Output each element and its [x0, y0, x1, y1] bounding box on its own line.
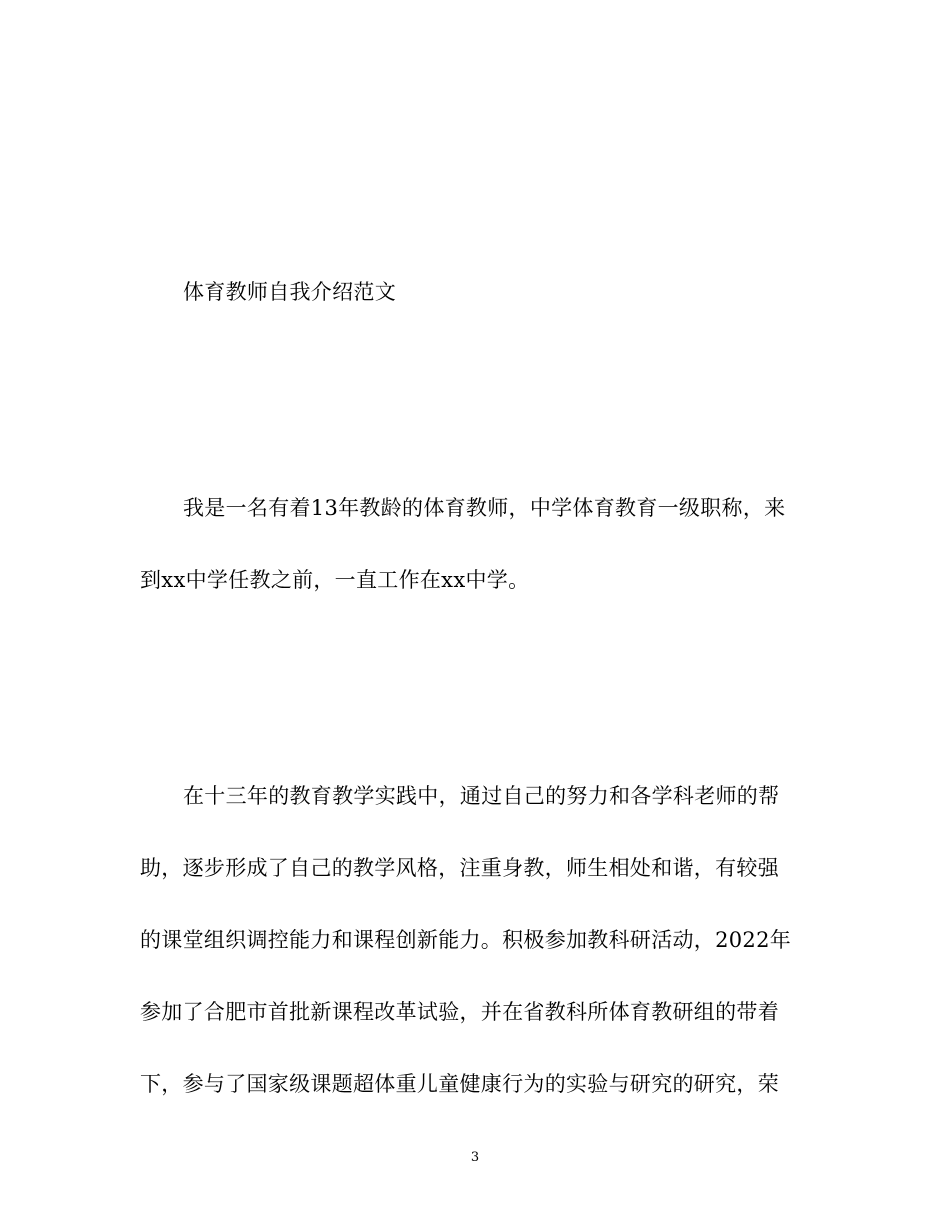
paragraph-1-line-2: 到xx中学任教之前，一直工作在xx中学。 — [140, 568, 530, 592]
paragraph-2-line-1: 在十三年的教育教学实践中，通过自己的努力和各学科老师的帮 — [183, 784, 780, 808]
paragraph-1-line-1: 我是一名有着13年教龄的体育教师，中学体育教育一级职称，来 — [183, 496, 786, 520]
paragraph-2-line-2: 助，逐步形成了自己的教学风格，注重身教，师生相处和谐，有较强 — [140, 856, 779, 880]
paragraph-2-line-4: 参加了合肥市首批新课程改革试验，并在省教科所体育教研组的带着 — [140, 1000, 779, 1024]
paragraph-2-line-3: 的课堂组织调控能力和课程创新能力。积极参加教科研活动，2022年 — [140, 928, 792, 952]
page-number: 3 — [470, 1150, 480, 1165]
paragraph-2-line-5: 下，参与了国家级课题超体重儿童健康行为的实验与研究的研究，荣 — [140, 1072, 779, 1096]
document-title: 体育教师自我介绍范文 — [183, 280, 396, 304]
